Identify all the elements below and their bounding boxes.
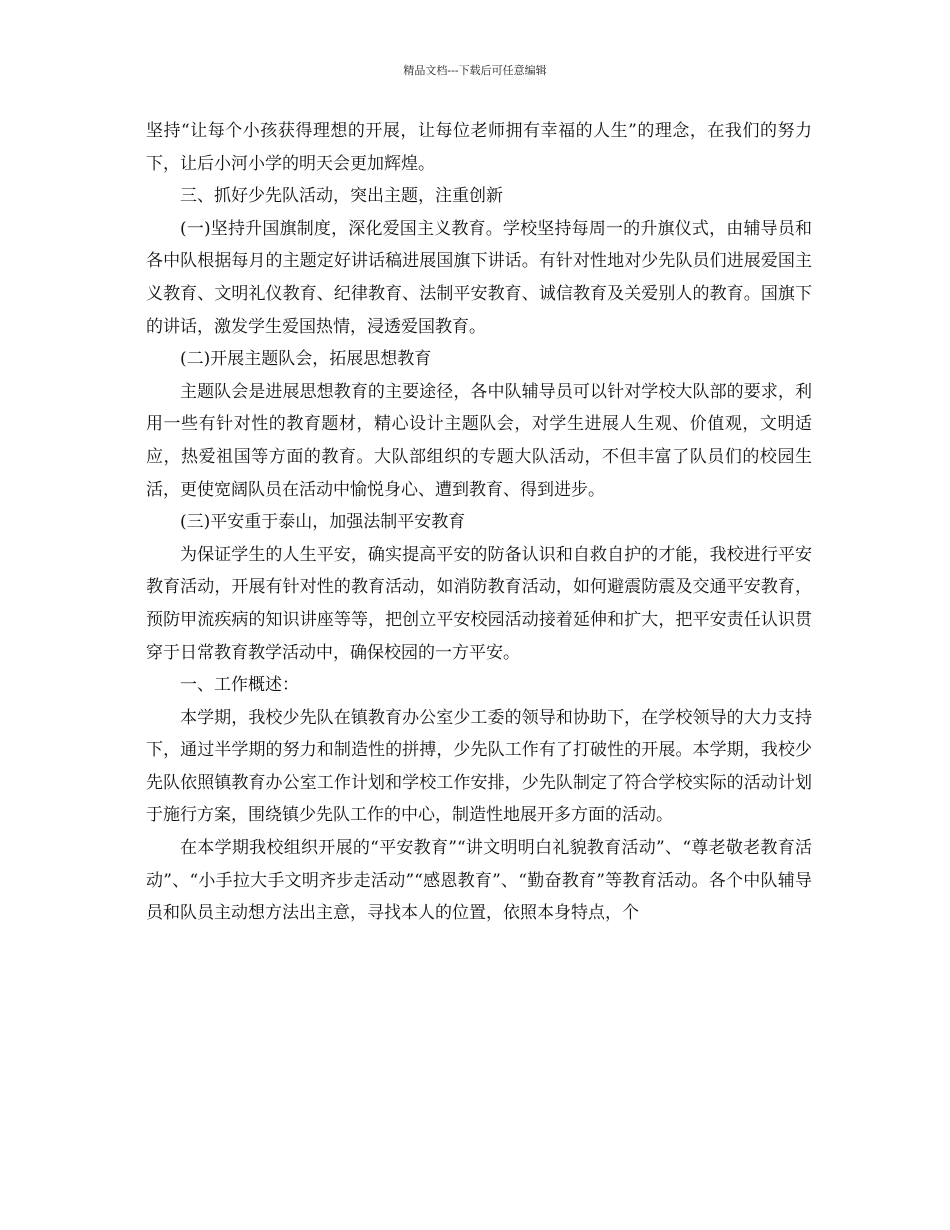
subheading-safety: (三)平安重于泰山，加强法制平安教育 (180, 512, 466, 533)
document-body (146, 115, 812, 930)
subheading-theme-meeting: (二)开展主题队会，拓展思想教育 (180, 349, 432, 370)
paragraph-3: (一)坚持升国旗制度，深化爱国主义教育。学校坚持每周一的升旗仪式，由辅导员和各中队根据每月的主题定好讲话稿进展国旗下讲话。有针对性地对少先队员们进展爱国主义教育、文明礼仪教育、纪律教育、法制平安教育、诚信教育及关爱别人的教育。国旗下的讲话，激发学生爱国热情，浸透爱国教育。 (146, 218, 812, 337)
section-heading-1: 一、工作概述： (180, 675, 299, 696)
section-heading-3: 三、抓好少先队活动，突出主题，注重创新 (180, 186, 503, 207)
paragraph-5: 主题队会是进展思想教育的主要途径，各中队辅导员可以针对学校大队部的要求，利用一些有针对性的教育题材，精心设计主题队会，对学生进展人生观、价值观，文明适应，热爱祖国等方面的教育。大队部组织的专题大队活动，不但丰富了队员们的校园生活，更使宽阔队员在活动中愉悦身心、遭到教育、得到进步。 (146, 381, 812, 500)
paragraph-7: 为保证学生的人生平安，确实提高平安的防备认识和自救自护的才能，我校进行平安教育活动，开展有针对性的教育活动，如消防教育活动，如何避震防震及交通平安教育，预防甲流疾病的知识讲座等等，把创立平安校园活动接着延伸和扩大，把平安责任认识贯穿于日常教育教学活动中，确保校园的一方平安。 (146, 544, 812, 663)
paragraph-10: 在本学期我校组织开展的“平安教育”“讲文明明白礼貌教育活动”、“尊老敬老教育活动”、“小手拉大手文明齐步走活动”“感恩教育”、“勤奋教育”等教育活动。各个中队辅导员和队员主动想方法出主意，寻找本人的位置，依照本身特点，个 (146, 838, 812, 924)
paragraph-9: 本学期，我校少先队在镇教育办公室少工委的领导和协助下，在学校领导的大力支持下，通过半学期的努力和制造性的拼搏，少先队工作有了打破性的开展。本学期，我校少先队依照镇教育办公室工作计划和学校工作安排，少先队制定了符合学校实际的活动计划于施行方案，围绕镇少先队工作的中心，制造性地展开多方面的活动。 (146, 707, 812, 826)
paragraph-1: 坚持“让每个小孩获得理想的开展，让每位老师拥有幸福的人生”的理念，在我们的努力下，让后小河小学的明天会更加辉煌。 (146, 121, 812, 174)
page-header: 精品文档---下载后可任意编辑 (403, 64, 547, 77)
